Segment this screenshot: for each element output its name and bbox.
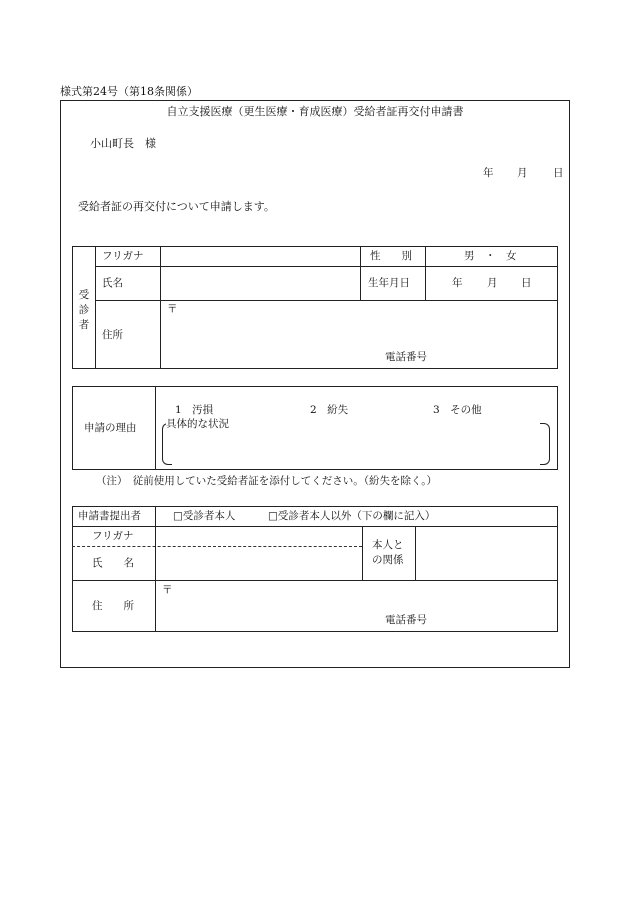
submitter-postal-mark: 〒 [162,584,173,596]
recipient-section-label: 受診者 [78,289,90,331]
date-year-label: 年 [483,167,494,179]
attachment-note: （注） 従前使用していた受給者証を添付してください。（紛失を除く。） [96,475,438,487]
recipient-table [72,246,558,369]
submitter-name-label: 氏 名 [92,557,134,569]
sex-label: 性 別 [370,250,412,262]
recipient-name-label: 氏名 [102,277,123,289]
recipient-furigana-label: フリガナ [102,250,144,262]
reason-option-lost[interactable]: 2 紛失 [310,404,349,416]
recipient-furigana-field[interactable] [163,248,358,264]
details-field[interactable] [175,434,535,462]
statement: 受給者証の再交付について申請します。 [78,200,275,213]
relation-label-line1: 本人と [372,539,404,551]
birthdate-label: 生年月日 [368,277,410,289]
date-month-label: 月 [517,167,528,179]
recipient-postal-mark: 〒 [167,303,178,315]
submitter-option-other[interactable]: □受診者本人以外（下の欄に記入） [268,510,436,522]
recipient-name-field[interactable] [163,269,358,298]
details-right-bracket [540,423,550,465]
submitter-option-self[interactable]: □受診者本人 [173,510,236,522]
date-day-label: 日 [553,167,564,179]
birthdate-year-label: 年 [452,277,463,289]
relation-field[interactable] [418,529,554,577]
submitter-label: 申請書提出者 [78,510,141,522]
birthdate-day-label: 日 [521,277,532,289]
relation-label-line2: の関係 [372,554,404,566]
submitter-phone-label: 電話番号 [385,614,427,626]
submitter-name-field[interactable] [158,549,358,577]
details-label: 具体的な状況 [166,418,229,430]
addressee: 小山町長 様 [90,137,156,150]
reason-option-other[interactable]: 3 その他 [433,404,482,416]
recipient-address-field[interactable] [163,318,553,346]
submitter-address-field[interactable] [158,598,553,612]
form-number: 様式第24号（第18条関係） [60,85,198,98]
document-title: 自立支援医療（更生医療・育成医療）受給者証再交付申請書 [166,105,464,118]
recipient-address-label: 住所 [102,329,123,341]
sex-options[interactable]: 男 ・ 女 [464,250,517,262]
reason-option-soiled[interactable]: 1 汚損 [175,404,214,416]
submitter-address-label: 住 所 [92,600,134,612]
submitter-furigana-field[interactable] [158,528,358,544]
reason-label: 申請の理由 [84,422,137,434]
submitter-furigana-label: フリガナ [92,530,134,542]
recipient-phone-label: 電話番号 [385,351,427,363]
birthdate-month-label: 月 [487,277,498,289]
